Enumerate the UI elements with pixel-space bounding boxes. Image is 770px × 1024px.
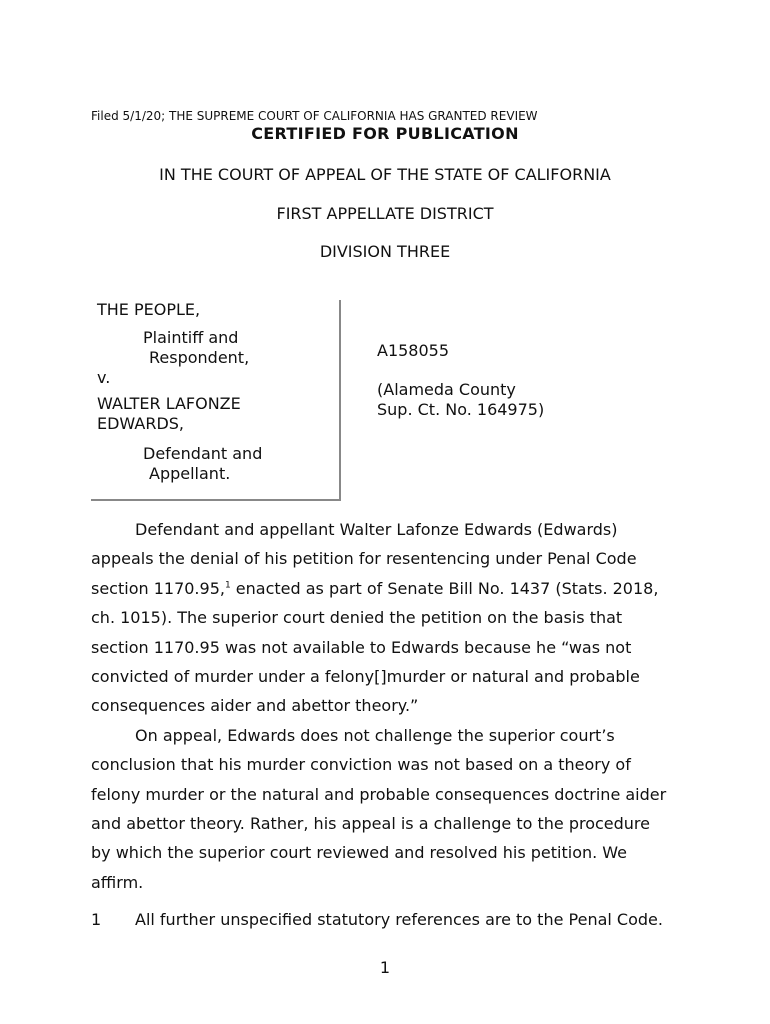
text-span: section 1170.95, xyxy=(91,578,225,598)
plaintiff-role-line2: Respondent, xyxy=(149,348,250,367)
paragraph-1-line: section 1170.95 was not available to Edwards because he “was not xyxy=(91,637,632,657)
county-court-line1: (Alameda County xyxy=(377,380,516,399)
case-caption-parties xyxy=(97,300,262,484)
paragraph-2-line: conclusion that his murder conviction was not based on a theory of xyxy=(91,755,631,775)
paragraph-2-line: by which the superior court reviewed and resolved his petition. We xyxy=(91,843,628,863)
paragraph-1-line: consequences aider and abettor theory.” xyxy=(91,696,419,716)
footnote xyxy=(91,910,663,929)
opinion-body xyxy=(91,515,691,897)
page-number: 1 xyxy=(379,958,391,977)
versus: v. xyxy=(97,368,111,387)
division-name: DIVISION THREE xyxy=(319,242,451,261)
paragraph-1-line: ch. 1015). The superior court denied the petition on the basis that xyxy=(91,608,623,628)
caption-vertical-rule xyxy=(339,300,341,501)
plaintiff-name: THE PEOPLE, xyxy=(97,300,201,319)
paragraph-1-line xyxy=(91,574,691,603)
court-name: IN THE COURT OF APPEAL OF THE STATE OF CALIFORNIA xyxy=(159,165,611,184)
paragraph-1-line: appeals the denial of his petition for resentencing under Penal Code xyxy=(91,549,637,569)
paragraph-1-line: convicted of murder under a felony[]murder or natural and probable xyxy=(91,667,640,687)
county-court-line2: Sup. Ct. No. 164975) xyxy=(377,400,545,419)
defendant-role-line1: Defendant and xyxy=(143,444,263,463)
footnote-number: 1 xyxy=(91,910,102,929)
case-number: A158055 xyxy=(377,341,450,360)
paragraph-2-line: On appeal, Edwards does not challenge the superior court’s xyxy=(135,725,615,745)
filing-note: Filed 5/1/20; THE SUPREME COURT OF CALIFORNIA HAS GRANTED REVIEW xyxy=(91,109,538,123)
defendant-role-line2: Appellant. xyxy=(149,464,231,483)
publication-status: CERTIFIED FOR PUBLICATION xyxy=(251,124,519,143)
caption-horizontal-rule xyxy=(91,499,341,501)
paragraph-1-line: Defendant and appellant Walter Lafonze Edwards (Edwards) xyxy=(135,520,618,539)
paragraph-2-line: and abettor theory. Rather, his appeal is a challenge to the procedure xyxy=(91,814,650,834)
defendant-name-line1: WALTER LAFONZE xyxy=(97,394,241,413)
paragraph-2-line: affirm. xyxy=(91,872,144,892)
defendant-name-line2: EDWARDS, xyxy=(97,414,184,433)
plaintiff-role-line1: Plaintiff and xyxy=(143,328,239,347)
district-name: FIRST APPELLATE DISTRICT xyxy=(276,204,494,223)
footnote-reference[interactable]: 1 xyxy=(224,580,231,591)
text-span: enacted as part of Senate Bill No. 1437 (Stats. 2018, xyxy=(230,578,659,598)
footnote-text: All further unspecified statutory references are to the Penal Code. xyxy=(135,910,663,929)
paragraph-2-line: felony murder or the natural and probable consequences doctrine aider xyxy=(91,784,667,804)
